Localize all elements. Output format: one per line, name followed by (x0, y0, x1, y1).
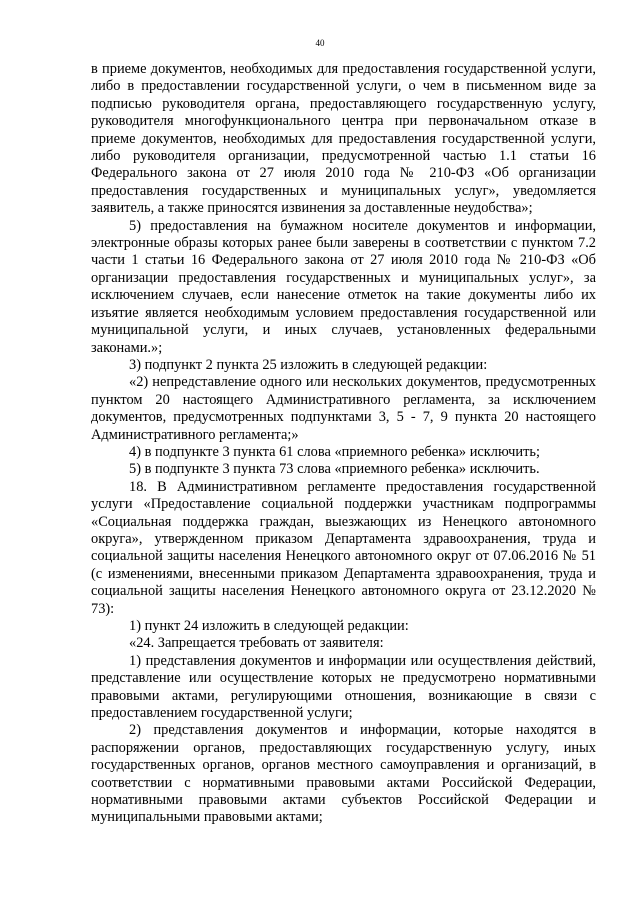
paragraph: 3) подпункт 2 пункта 25 изложить в следующей редакции: (129, 356, 488, 373)
paragraph: 18. В Административном регламенте предоставления государственной услуги «Предоставление социальной поддержки участникам подпрограммы «Социальная поддержка граждан, выезжающих из Ненецкого автономного округа», утвержденном приказом Департамента здравоохранения, труда и социальной защиты населения Ненецкого автономного округ от 07.06.2016 № 51 (с изменениями, внесенными приказом Департамента здравоохранения, труда и социальной защиты населения Ненецкого автономного округа от 23.12.2020 № 73): (91, 478, 596, 617)
paragraph: 5) в подпункте 3 пункта 73 слова «приемного ребенка» исключить. (129, 461, 540, 478)
paragraph: 2) представления документов и информации, которые находятся в распоряжении органов, предоставляющих государственную услугу, иных государственных органов, органов местного самоуправления и организаций, в соответствии с нормативными правовыми актами Российской Федерации, нормативными правовыми актами субъектов Российской Федерации и муниципальными правовыми актами; (91, 722, 596, 826)
paragraph: «2) непредставление одного или нескольких документов, предусмотренных пунктом 20 настоящего Административного регламента, за исключением документов, предусмотренных подпунктами 3, 5 - 7, 9 пункта 20 настоящего Административного регламента;» (91, 374, 596, 443)
paragraph: 1) пункт 24 изложить в следующей редакции: (129, 618, 409, 634)
paragraph: 4) в подпункте 3 пункта 61 слова «приемного ребенка» исключить; (129, 443, 540, 460)
paragraph: 1) представления документов и информации или осуществления действий, представление или осуществление которых не предусмотрено нормативными правовыми актами, регулирующими отношения, возникающие в связи с предоставлением государственной услуги; (91, 652, 596, 722)
document-body (91, 61, 596, 827)
page-number: 40 (315, 38, 325, 48)
paragraph: 5) предоставления на бумажном носителе документов и информации, электронные образы которых ранее были заверены в соответствии с пунктом 7.2 части 1 статьи 16 Федерального закона от 27 июля 2010 года № 210-ФЗ «Об организации предоставления государственных и муниципальных услуг», за исключением случаев, если нанесение отметок на такие документы либо их изъятие является необходимым условием предоставления государственной или муниципальной услуги, и иных случаев, установленных федеральными законами.»; (91, 217, 596, 356)
paragraph: «24. Запрещается требовать от заявителя: (129, 635, 384, 652)
paragraph: в приеме документов, необходимых для предоставления государственной услуги, либо в предоставлении государственной услуги, о чем в письменном виде за подписью руководителя органа, предоставляющего государственную услугу, руководителя многофункционального центра при первоначальном отказе в приеме документов, необходимых для предоставления государственной услуги, либо руководителя организации, предусмотренной частью 1.1 статьи 16 Федерального закона от 27 июля 2010 года № 210-ФЗ «Об организации предоставления государственных и муниципальных услуг», уведомляется заявитель, а также приносятся извинения за доставленные неудобства»; (91, 61, 596, 217)
